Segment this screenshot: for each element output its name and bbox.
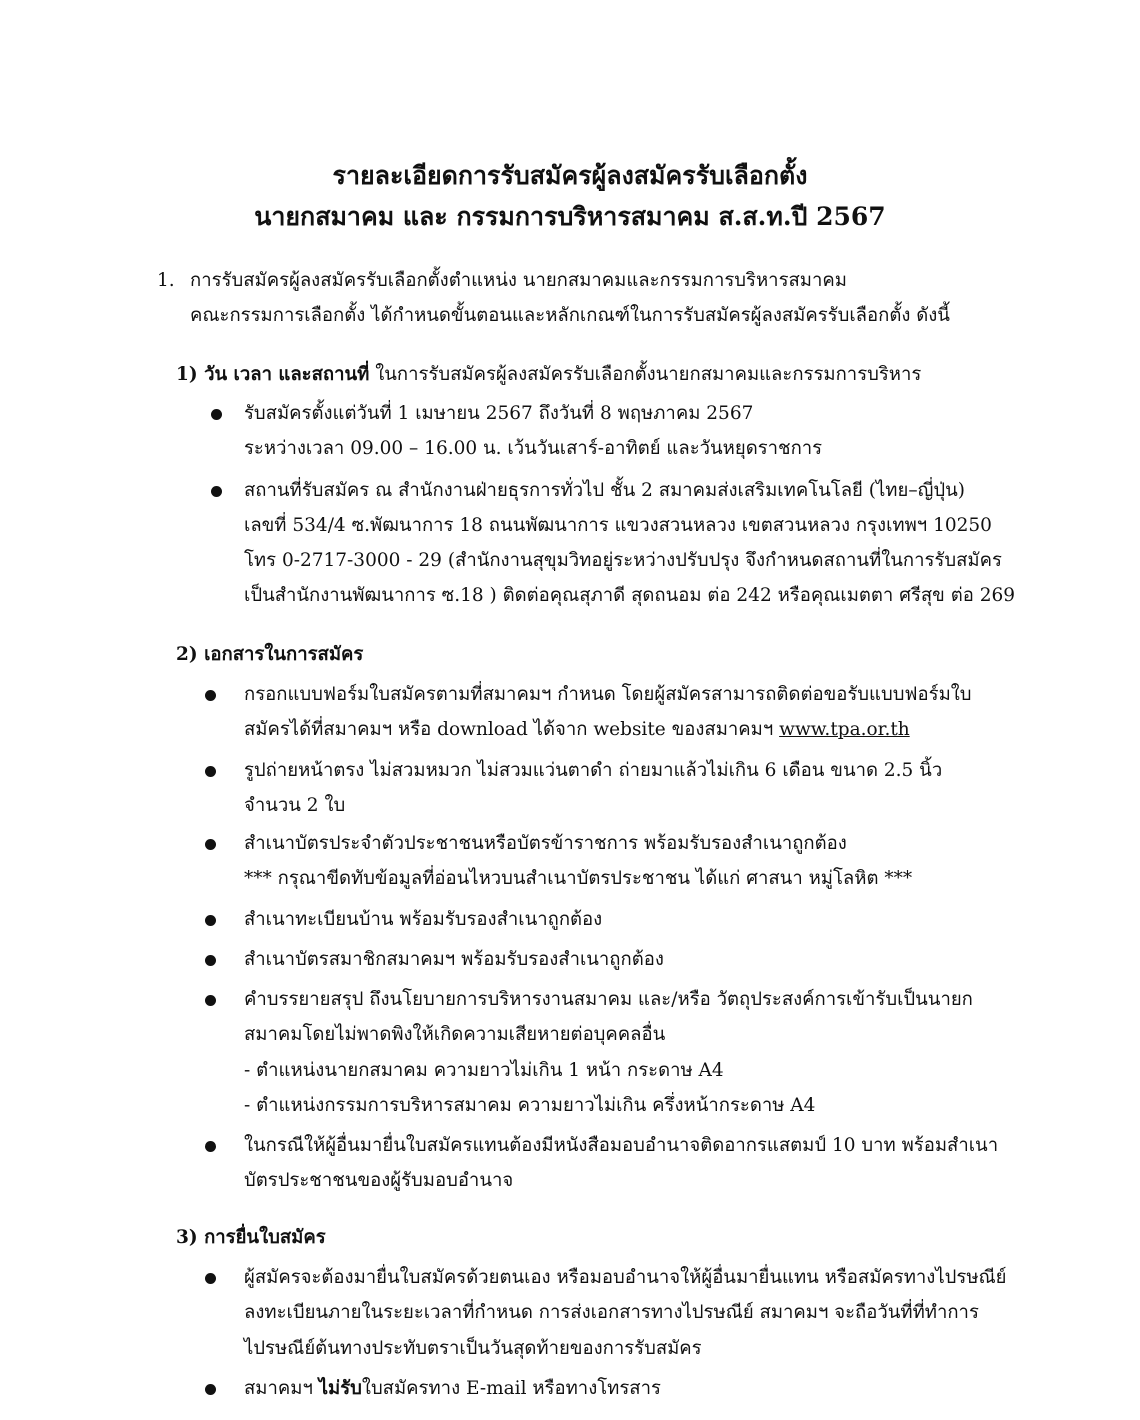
s2-bullet-5: สำเนาบัตรสมาชิกสมาคมฯ พร้อมรับรองสำเนาถูกต้อง bbox=[244, 949, 664, 970]
s3-bullet-1-line-3: ไปรษณีย์ต้นทางประทับตราเป็นวันสุดท้ายของการรับสมัคร bbox=[244, 1338, 702, 1359]
s3-bullet-1-line-1: ผู้สมัครจะต้องมายื่นใบสมัครด้วยตนเอง หรือมอบอำนาจให้ผู้อื่นมายื่นแทน หรือสมัครทางไปรษณีย์ bbox=[244, 1267, 1007, 1288]
s2-bullet-7-line-2: บัตรประชาชนของผู้รับมอบอำนาจ bbox=[244, 1170, 514, 1191]
s2-bullet-3-line-1: สำเนาบัตรประจำตัวประชาชนหรือบัตรข้าราชการ พร้อมรับรองสำเนาถูกต้อง bbox=[244, 833, 847, 854]
bullet-icon bbox=[211, 409, 222, 420]
s2-bullet-7-line-1: ในกรณีให้ผู้อื่นมายื่นใบสมัครแทนต้องมีหนังสือมอบอำนาจติดอากรแสตมป์ 10 บาท พร้อมสำเนา bbox=[244, 1135, 999, 1156]
bullet-icon bbox=[205, 1141, 216, 1152]
website-link[interactable]: www.tpa.or.th bbox=[779, 719, 910, 740]
s2-bullet-2-line-1: รูปถ่ายหน้าตรง ไม่สวมหมวก ไม่สวมแว่นตาดำ ถ่ายมาแล้วไม่เกิน 6 เดือน ขนาด 2.5 นิ้ว bbox=[244, 760, 943, 781]
s1-bullet-1-line-1: รับสมัครตั้งแต่วันที่ 1 เมษายน 2567 ถึงวันที่ 8 พฤษภาคม 2567 bbox=[244, 403, 754, 424]
bullet-icon bbox=[205, 1384, 216, 1395]
document-title: รายละเอียดการรับสมัครผู้ลงสมัครรับเลือกตั้ง bbox=[332, 161, 808, 190]
s3-bullet-1-line-2: ลงทะเบียนภายในระยะเวลาที่กำหนด การส่งเอกสารทางไปรษณีย์ สมาคมฯ จะถือวันที่ที่ทำการ bbox=[244, 1302, 979, 1323]
s3-bullet-2-emphasis: ไม่รับ bbox=[318, 1378, 362, 1399]
s3-bullet-2-text-b: ใบสมัครทาง E-mail หรือทางโทรสาร bbox=[361, 1378, 661, 1399]
section-3-heading: 3) การยื่นใบสมัคร bbox=[176, 1227, 326, 1248]
bullet-icon bbox=[205, 839, 216, 850]
bullet-icon bbox=[205, 915, 216, 926]
s1-bullet-2-line-4: เป็นสำนักงานพัฒนาการ ซ.18 ) ติดต่อคุณสุภาดี สุดถนอม ต่อ 242 หรือคุณเมตตา ศรีสุข ต่อ 269 bbox=[244, 585, 1016, 606]
bullet-icon bbox=[205, 995, 216, 1006]
intro-line-1: การรับสมัครผู้ลงสมัครรับเลือกตั้งตำแหน่ง นายกสมาคมและกรรมการบริหารสมาคม bbox=[190, 270, 847, 291]
intro-line-2: คณะกรรมการเลือกตั้ง ได้กำหนดขั้นตอนและหลักเกณฑ์ในการรับสมัครผู้ลงสมัครรับเลือกตั้ง ดังนี้ bbox=[190, 305, 950, 326]
section-2-heading: 2) เอกสารในการสมัคร bbox=[176, 644, 364, 665]
s2-bullet-6-line-1: คำบรรยายสรุป ถึงนโยบายการบริหารงานสมาคม และ/หรือ วัตถุประสงค์การเข้ารับเป็นนายก bbox=[244, 989, 973, 1010]
bullet-icon bbox=[205, 690, 216, 701]
document-subtitle: นายกสมาคม และ กรรมการบริหารสมาคม ส.ส.ท.ปี 2567 bbox=[254, 202, 886, 231]
s2-bullet-3-line-2: *** กรุณาขีดทับข้อมูลที่อ่อนไหวบนสำเนาบัตรประชาชน ได้แก่ ศาสนา หมู่โลหิต *** bbox=[244, 868, 913, 889]
s1-bullet-2-line-3: โทร 0-2717-3000 - 29 (สำนักงานสุขุมวิทอยู่ระหว่างปรับปรุง จึงกำหนดสถานที่ในการรับสมัคร bbox=[244, 550, 1002, 571]
s3-bullet-2 bbox=[244, 1376, 661, 1402]
s2-bullet-6-sub-1: - ตำแหน่งนายกสมาคม ความยาวไม่เกิน 1 หน้า กระดาษ A4 bbox=[244, 1060, 724, 1081]
bullet-icon bbox=[211, 486, 222, 497]
bullet-icon bbox=[205, 955, 216, 966]
s2-bullet-6-sub-2: - ตำแหน่งกรรมการบริหารสมาคม ความยาวไม่เกิน ครึ่งหน้ากระดาษ A4 bbox=[244, 1095, 816, 1116]
s2-bullet-6-line-2: สมาคมโดยไม่พาดพิงให้เกิดความเสียหายต่อบุคคลอื่น bbox=[244, 1024, 666, 1045]
section-1-heading-rest: ในการรับสมัครผู้ลงสมัครรับเลือกตั้งนายกสมาคมและกรรมการบริหาร bbox=[369, 364, 922, 385]
s2-bullet-4: สำเนาทะเบียนบ้าน พร้อมรับรองสำเนาถูกต้อง bbox=[244, 909, 603, 930]
s1-bullet-2-line-2: เลขที่ 534/4 ซ.พัฒนาการ 18 ถนนพัฒนาการ แขวงสวนหลวง เขตสวนหลวง กรุงเทพฯ 10250 bbox=[244, 515, 992, 536]
s2-bullet-1-line-2 bbox=[244, 717, 910, 743]
s3-bullet-2-text-a: สมาคมฯ bbox=[244, 1378, 319, 1399]
bullet-icon bbox=[205, 1273, 216, 1284]
intro-number: 1. bbox=[157, 270, 175, 291]
section-1-heading-bold: 1) วัน เวลา และสถานที่ bbox=[176, 364, 370, 385]
s2-bullet-1-line-1: กรอกแบบฟอร์มใบสมัครตามที่สมาคมฯ กำหนด โดยผู้สมัครสามารถติดต่อขอรับแบบฟอร์มใบ bbox=[244, 684, 972, 705]
s2-bullet-1-text: สมัครได้ที่สมาคมฯ หรือ download ได้จาก website ของสมาคมฯ bbox=[244, 719, 780, 740]
s2-bullet-2-line-2: จำนวน 2 ใบ bbox=[244, 795, 346, 816]
bullet-icon bbox=[205, 766, 216, 777]
section-1-heading bbox=[176, 362, 921, 388]
s1-bullet-1-line-2: ระหว่างเวลา 09.00 – 16.00 น. เว้นวันเสาร์-อาทิตย์ และวันหยุดราชการ bbox=[244, 438, 823, 459]
s1-bullet-2-line-1: สถานที่รับสมัคร ณ สำนักงานฝ่ายธุรการทั่วไป ชั้น 2 สมาคมส่งเสริมเทคโนโลยี (ไทย–ญี่ปุ่น) bbox=[244, 480, 965, 501]
